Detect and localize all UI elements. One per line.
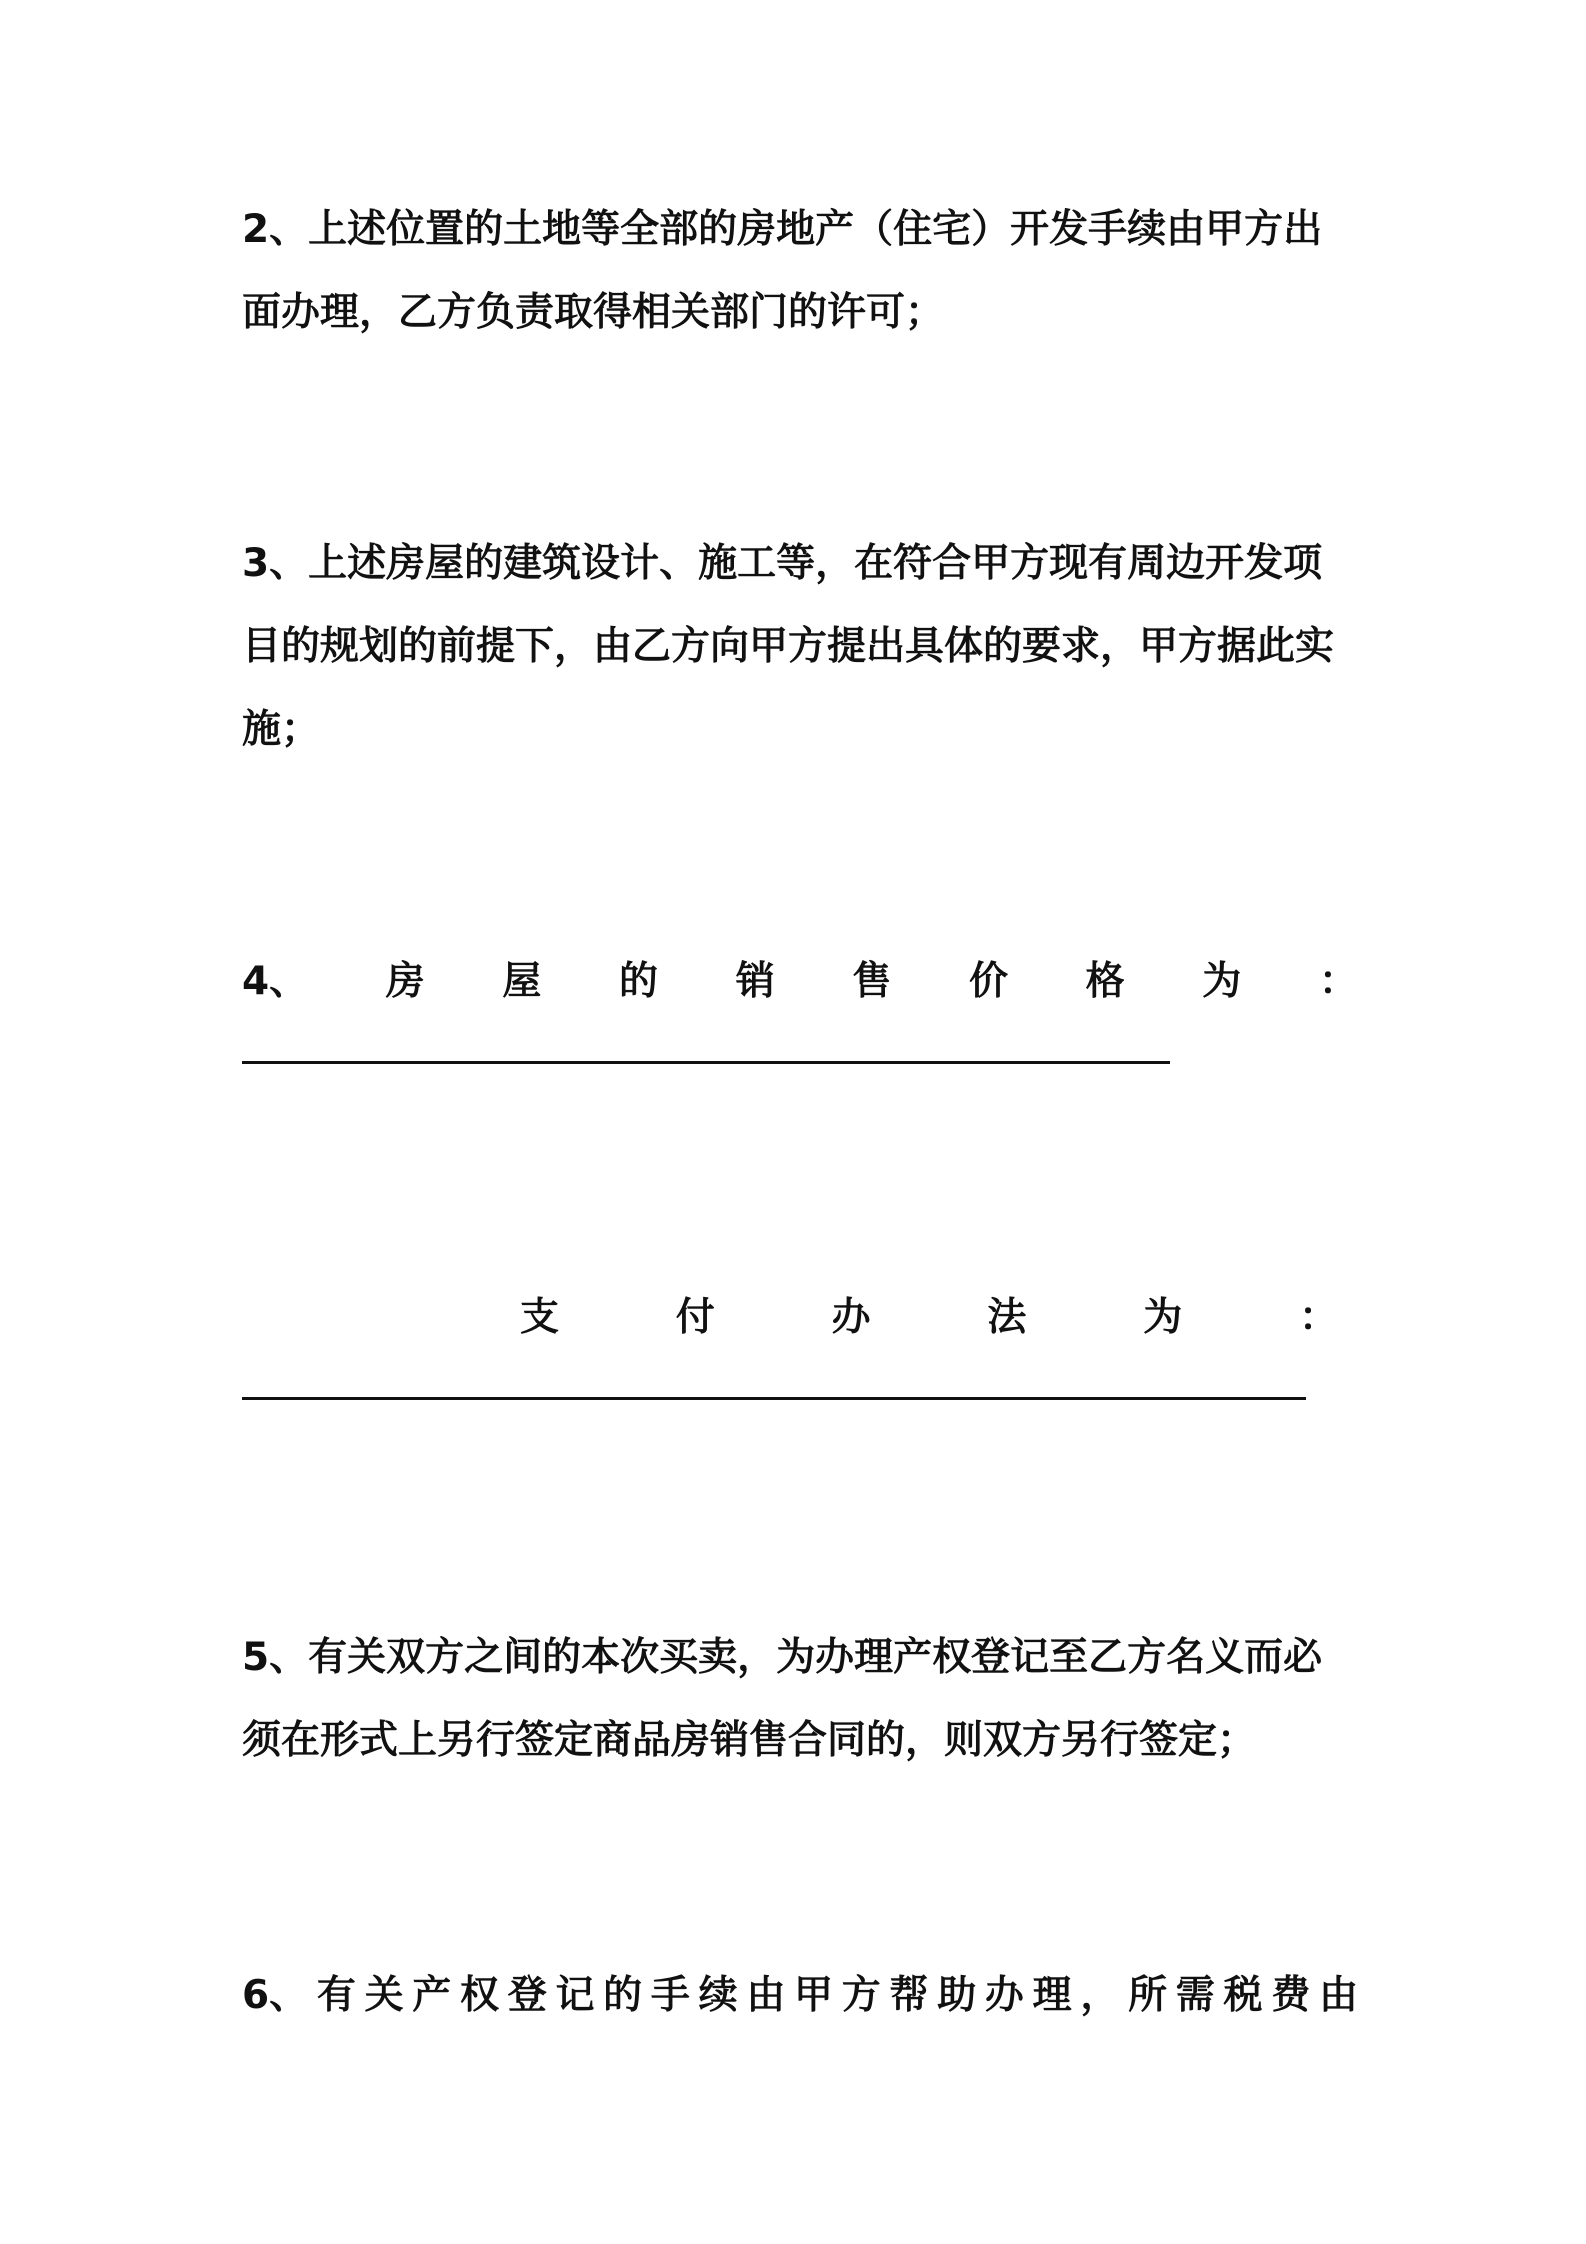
clause-6: [242, 1954, 1358, 2037]
clause-4-price: [242, 940, 1358, 1064]
clause-6-char: 登: [507, 1973, 547, 2018]
clause-6-char: 甲: [794, 1973, 834, 2018]
clause-3-line-1: 3、上述房屋的建筑设计、施工等，在符合甲方现有周边开发项: [242, 541, 1323, 586]
price-label-char: 房: [385, 959, 425, 1004]
clause-6-char: 记: [555, 1973, 595, 2018]
clause-6-char: 权: [460, 1973, 500, 2018]
clause-3-line-2: 目的规划的前提下，由乙方向甲方提出具体的要求，甲方据此实: [242, 624, 1335, 669]
payment-method-label: [520, 1276, 1338, 1359]
price-label-char: 屋: [502, 959, 542, 1004]
clause-6-char: 需: [1175, 1973, 1215, 2018]
clause-5: [242, 1616, 1358, 1782]
clause-6-char: 帮: [889, 1973, 929, 2018]
price-label-char: 的: [619, 959, 659, 1004]
clause-2-line-2: 面办理，乙方负责取得相关部门的许可；: [242, 290, 945, 335]
clause-2: [242, 188, 1358, 354]
clause-6-char: 助: [937, 1973, 977, 2018]
price-label-char: 价: [968, 959, 1008, 1004]
clause-6-char: 的: [603, 1973, 643, 2018]
clause-6-char: 费: [1271, 1973, 1311, 2018]
clause-6-char: 关: [364, 1973, 404, 2018]
clause-6-char: 产: [412, 1973, 452, 2018]
clause-5-line-2: 须在形式上另行签定商品房销售合同的，则双方另行签定；: [242, 1718, 1257, 1763]
payment-label-char: 办: [831, 1295, 871, 1340]
price-fill-in-line: [242, 1061, 1170, 1064]
clause-6-char: 所: [1128, 1973, 1168, 2018]
clause-6-char: 6、: [242, 1973, 309, 2018]
clause-2-line-1: 2、上述位置的土地等全部的房地产（住宅）开发手续由甲方出: [242, 207, 1323, 252]
price-label: [242, 940, 1358, 1023]
price-label-char: 4、: [242, 959, 309, 1004]
payment-label-char: ：: [1298, 1295, 1338, 1340]
payment-label-char: 付: [675, 1295, 715, 1340]
clause-6-line-1: [242, 1954, 1358, 2037]
price-label-char: 为: [1202, 959, 1242, 1004]
price-label-char: 售: [852, 959, 892, 1004]
payment-fill-in-line: [242, 1397, 1306, 1400]
clause-6-char: 方: [841, 1973, 881, 2018]
clause-6-char: 由: [1318, 1973, 1358, 2018]
clause-3-line-3: 施；: [242, 707, 321, 752]
clause-6-char: 税: [1223, 1973, 1263, 2018]
price-label-char: 格: [1085, 959, 1125, 1004]
clause-6-char: 理: [1032, 1973, 1072, 2018]
payment-label-char: 为: [1143, 1295, 1183, 1340]
clause-6-char: 续: [698, 1973, 738, 2018]
payment-label-char: 法: [987, 1295, 1027, 1340]
payment-label-char: 支: [520, 1295, 560, 1340]
clause-6-char: 由: [746, 1973, 786, 2018]
price-label-char: ：: [1318, 959, 1358, 1004]
clause-6-char: 办: [984, 1973, 1024, 2018]
clause-4-payment: [242, 1276, 1358, 1400]
clause-3: [242, 522, 1358, 771]
clause-6-char: 手: [650, 1973, 690, 2018]
clause-6-char: ，: [1080, 1973, 1120, 2018]
clause-6-char: 有: [316, 1973, 356, 2018]
price-label-char: 销: [735, 959, 775, 1004]
clause-5-line-1: 5、有关双方之间的本次买卖，为办理产权登记至乙方名义而必: [242, 1635, 1323, 1680]
